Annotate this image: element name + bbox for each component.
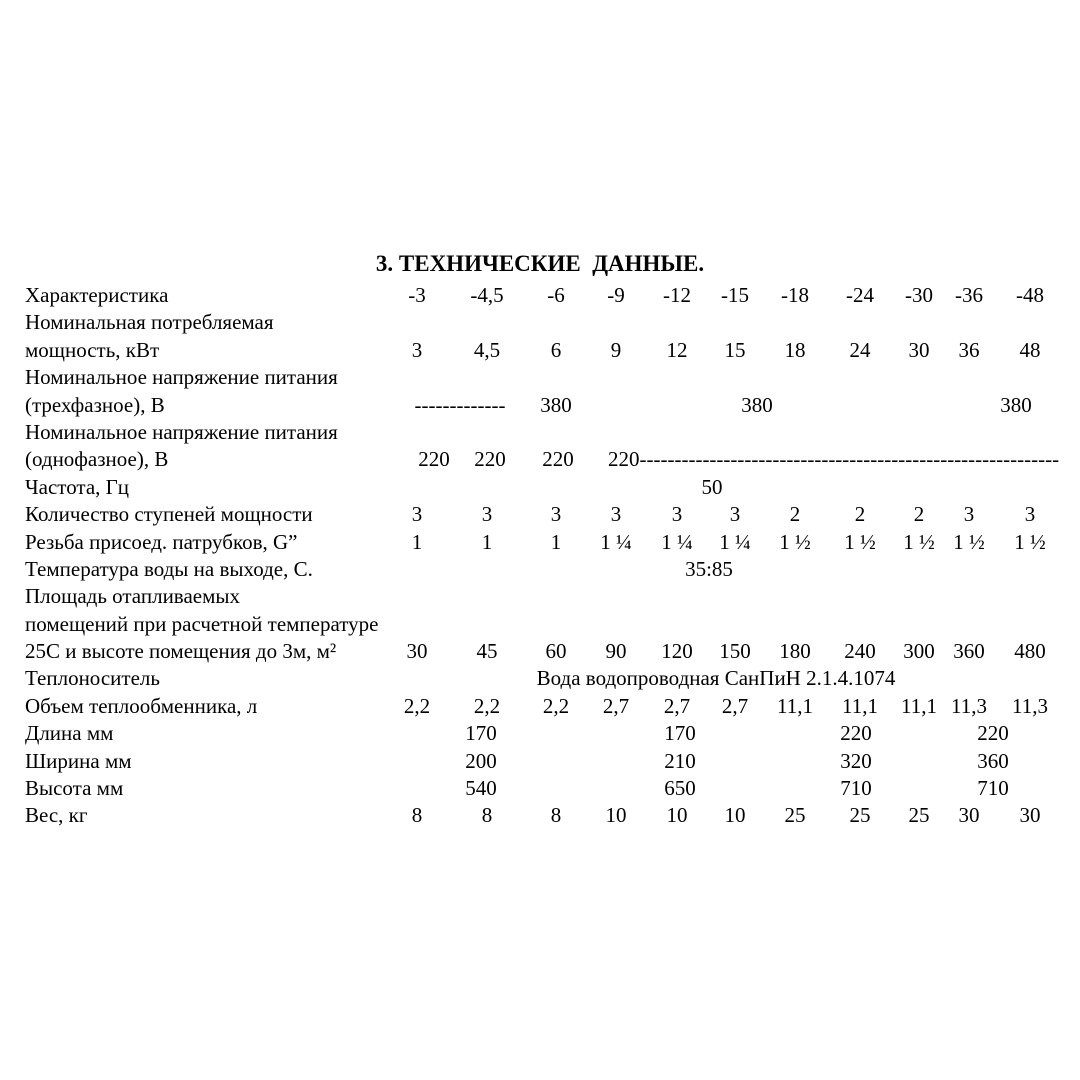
table-row bbox=[0, 501, 1080, 528]
table-cell: 3 bbox=[411, 337, 423, 362]
table-cell: 11,3 bbox=[951, 693, 987, 718]
table-cell: 360 bbox=[953, 639, 985, 664]
table-cell: 8 bbox=[550, 803, 562, 828]
table-row bbox=[0, 693, 1080, 720]
table-cell: -12 bbox=[663, 283, 691, 307]
table-cell: 6 bbox=[550, 337, 562, 362]
table-row bbox=[0, 337, 1080, 364]
table-cell: 1 bbox=[481, 529, 493, 554]
table-cell: ------------- bbox=[414, 392, 506, 417]
row-label: Характеристика bbox=[25, 283, 169, 307]
table-cell: 25 bbox=[908, 803, 930, 828]
table-cell: 9 bbox=[610, 337, 622, 362]
row-label: помещений при расчетной температуре bbox=[25, 611, 379, 636]
table-row bbox=[0, 720, 1080, 747]
table-cell: 650 bbox=[664, 776, 696, 801]
table-cell: 3 bbox=[610, 502, 622, 527]
table-cell: 36 bbox=[958, 337, 980, 362]
table-cell: 2,2 bbox=[542, 693, 570, 718]
table-cell: 1 ½ bbox=[953, 529, 985, 554]
table-cell: 30 bbox=[1019, 803, 1041, 828]
table-cell: 3 bbox=[729, 502, 741, 527]
table-cell: 1 bbox=[411, 529, 423, 554]
table-row bbox=[0, 282, 1080, 309]
table-cell: 200 bbox=[465, 748, 497, 773]
table-cell: 710 bbox=[977, 776, 1009, 801]
table-cell: 220 bbox=[474, 447, 506, 472]
table-row bbox=[0, 748, 1080, 775]
table-row bbox=[0, 529, 1080, 556]
row-label: Частота, Гц bbox=[25, 474, 130, 499]
row-label: Номинальная потребляемая bbox=[25, 310, 274, 335]
table-row bbox=[0, 638, 1080, 665]
table-cell: 24 bbox=[849, 337, 871, 362]
table-cell: 25 bbox=[784, 803, 806, 828]
table-cell: 480 bbox=[1014, 639, 1046, 664]
table-row bbox=[0, 419, 1080, 446]
table-cell: 170 bbox=[465, 721, 497, 746]
table-cell: 170 bbox=[664, 721, 696, 746]
table-cell: 380 bbox=[540, 392, 572, 417]
row-label: мощность, кВт bbox=[25, 337, 160, 362]
table-cell: 1 ¼ bbox=[719, 529, 751, 554]
table-cell: 380 bbox=[1000, 392, 1032, 417]
table-row bbox=[0, 446, 1080, 473]
table-cell: 1 ½ bbox=[844, 529, 876, 554]
table-cell: 10 bbox=[605, 803, 627, 828]
table-cell: 320 bbox=[840, 748, 872, 773]
table-cell: 120 bbox=[661, 639, 693, 664]
row-label: Высота мм bbox=[25, 776, 124, 801]
table-row bbox=[0, 474, 1080, 501]
row-label: Ширина мм bbox=[25, 748, 132, 773]
table-cell: 2,2 bbox=[403, 693, 431, 718]
row-label: Номинальное напряжение питания bbox=[25, 419, 338, 444]
table-cell: -6 bbox=[547, 283, 565, 307]
table-row bbox=[0, 802, 1080, 829]
table-cell: 15 bbox=[724, 337, 746, 362]
table-cell: -3 bbox=[408, 283, 426, 307]
table-cell: 60 bbox=[545, 639, 567, 664]
table-cell: 10 bbox=[724, 803, 746, 828]
table-cell: 3 bbox=[411, 502, 423, 527]
table-cell: 210 bbox=[664, 748, 696, 773]
table-cell: 540 bbox=[465, 776, 497, 801]
table-cell: 18 bbox=[784, 337, 806, 362]
table-cell: 11,1 bbox=[777, 693, 813, 718]
table-cell: 25 bbox=[849, 803, 871, 828]
table-cell: 8 bbox=[481, 803, 493, 828]
table-row bbox=[0, 665, 1080, 692]
table-row bbox=[0, 364, 1080, 391]
table-cell: 90 bbox=[605, 639, 627, 664]
table-cell: -9 bbox=[607, 283, 625, 307]
table-cell: 4,5 bbox=[473, 337, 501, 362]
table-cell: -24 bbox=[846, 283, 874, 307]
table-cell: 2 bbox=[913, 502, 925, 527]
row-label: Длина мм bbox=[25, 721, 114, 746]
table-cell: 2,2 bbox=[473, 693, 501, 718]
table-cell: 1 ¼ bbox=[661, 529, 693, 554]
row-label: Резьба присоед. патрубков, G” bbox=[25, 529, 298, 554]
table-cell: 1 bbox=[550, 529, 562, 554]
row-label: Теплоноситель bbox=[25, 666, 160, 691]
table-cell: 10 bbox=[666, 803, 688, 828]
row-label: Площадь отапливаемых bbox=[25, 584, 240, 609]
table-row bbox=[0, 309, 1080, 336]
table-cell: 220 bbox=[418, 447, 450, 472]
table-cell: -15 bbox=[721, 283, 749, 307]
row-label: (трехфазное), В bbox=[25, 392, 165, 417]
table-cell: 220 bbox=[542, 447, 574, 472]
table-cell: 45 bbox=[476, 639, 498, 664]
table-cell: 2,7 bbox=[721, 693, 749, 718]
table-cell: -30 bbox=[905, 283, 933, 307]
table-cell: 30 bbox=[406, 639, 428, 664]
table-cell: 220 bbox=[977, 721, 1009, 746]
table-row bbox=[0, 775, 1080, 802]
table-cell: 3 bbox=[550, 502, 562, 527]
row-label: Температура воды на выходе, С. bbox=[25, 556, 313, 581]
table-cell: 11,1 bbox=[842, 693, 878, 718]
table-cell: -18 bbox=[781, 283, 809, 307]
row-label: 25С и высоте помещения до 3м, м² bbox=[25, 639, 337, 664]
table-cell: 11,1 bbox=[901, 693, 937, 718]
table-cell: 360 bbox=[977, 748, 1009, 773]
table-cell: 1 ½ bbox=[779, 529, 811, 554]
table-cell: 30 bbox=[958, 803, 980, 828]
table-cell: 50 bbox=[701, 474, 723, 499]
table-cell: 48 bbox=[1019, 337, 1041, 362]
table-cell: 380 bbox=[741, 392, 773, 417]
table-cell: -4,5 bbox=[470, 283, 504, 307]
table-cell: 2,7 bbox=[602, 693, 630, 718]
table-cell: 35:85 bbox=[685, 556, 733, 581]
table-cell: 3 bbox=[671, 502, 683, 527]
table-cell: 2 bbox=[854, 502, 866, 527]
technical-data-table bbox=[0, 282, 1080, 830]
table-cell: 1 ½ bbox=[1014, 529, 1046, 554]
table-cell: 3 bbox=[1024, 502, 1036, 527]
table-cell: Вода водопроводная СанПиН 2.1.4.1074 bbox=[536, 666, 896, 691]
table-cell: 1 ½ bbox=[903, 529, 935, 554]
table-cell: 300 bbox=[903, 639, 935, 664]
table-cell: 220------------------------------------------------------------ bbox=[608, 447, 1060, 472]
row-label: Номинальное напряжение питания bbox=[25, 365, 338, 390]
table-row bbox=[0, 392, 1080, 419]
table-cell: 220 bbox=[840, 721, 872, 746]
table-row bbox=[0, 556, 1080, 583]
row-label: Вес, кг bbox=[25, 803, 88, 828]
table-cell: 3 bbox=[963, 502, 975, 527]
table-cell: 2 bbox=[789, 502, 801, 527]
row-label: Количество ступеней мощности bbox=[25, 502, 313, 527]
table-cell: 180 bbox=[779, 639, 811, 664]
table-cell: -48 bbox=[1016, 283, 1044, 307]
table-cell: 150 bbox=[719, 639, 751, 664]
table-cell: 12 bbox=[666, 337, 688, 362]
table-row bbox=[0, 611, 1080, 638]
table-cell: 3 bbox=[481, 502, 493, 527]
row-label: (однофазное), В bbox=[25, 447, 169, 472]
table-row bbox=[0, 583, 1080, 610]
page-title: 3. ТЕХНИЧЕСКИЕ ДАННЫЕ. bbox=[375, 251, 705, 276]
table-cell: 30 bbox=[908, 337, 930, 362]
table-cell: 11,3 bbox=[1012, 693, 1048, 718]
table-cell: 2,7 bbox=[663, 693, 691, 718]
table-cell: 710 bbox=[840, 776, 872, 801]
table-cell: 240 bbox=[844, 639, 876, 664]
row-label: Объем теплообменника, л bbox=[25, 693, 258, 718]
table-cell: 8 bbox=[411, 803, 423, 828]
table-cell: -36 bbox=[955, 283, 983, 307]
table-cell: 1 ¼ bbox=[600, 529, 632, 554]
